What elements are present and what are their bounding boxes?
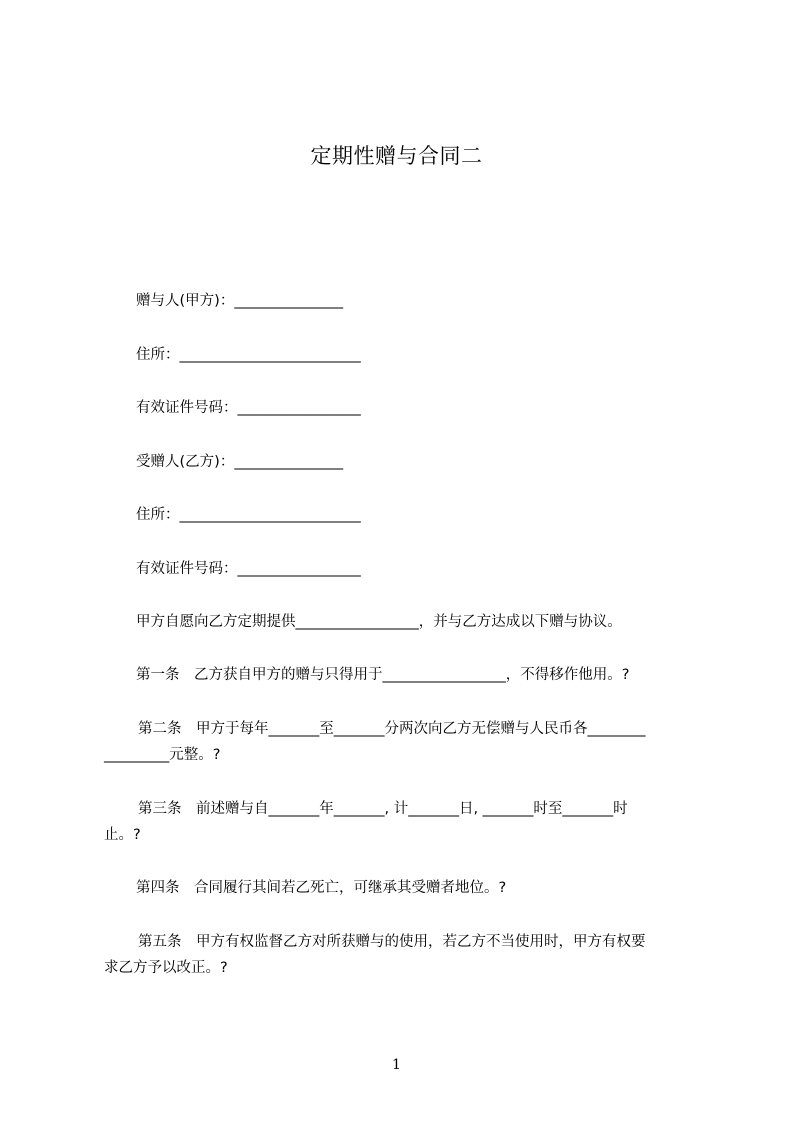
page-number: 1: [392, 1057, 401, 1073]
donor-address-field: 住所：_________________________: [136, 347, 361, 363]
article-1: 第一条 乙方获自甲方的赠与只得用于_________________，不得移作他用。?: [136, 667, 630, 683]
donee-address-field: 住所：_________________________: [136, 507, 361, 523]
article-2-line-2: _________元整。?: [104, 747, 221, 763]
donee-id-field: 有效证件号码：_________________: [136, 561, 361, 577]
article-5-line-1: 第五条 甲方有权监督乙方对所获赠与的使用，若乙方不当使用时，甲方有权要: [138, 934, 646, 950]
document-title: 定期性赠与合同二: [310, 144, 483, 168]
donor-field: 赠与人(甲方)：_______________: [136, 293, 344, 309]
donor-id-field: 有效证件号码：_________________: [136, 400, 361, 416]
article-2-line-1: 第二条 甲方于每年_______至_______分两次向乙方无偿赠与人民币各________: [138, 721, 646, 737]
article-3-line-1: 第三条 前述赠与自_______年_______, 计_______日, _______时至_______时: [138, 801, 628, 817]
article-3-line-2: 止。?: [104, 827, 141, 843]
article-5-line-2: 求乙方予以改正。?: [104, 960, 228, 976]
article-4: 第四条 合同履行其间若乙死亡，可继承其受赠者地位。?: [136, 880, 507, 896]
donee-field: 受赠人(乙方)：_______________: [136, 454, 344, 470]
intro-paragraph: 甲方自愿向乙方定期提供_________________，并与乙方达成以下赠与协议。: [136, 614, 622, 630]
